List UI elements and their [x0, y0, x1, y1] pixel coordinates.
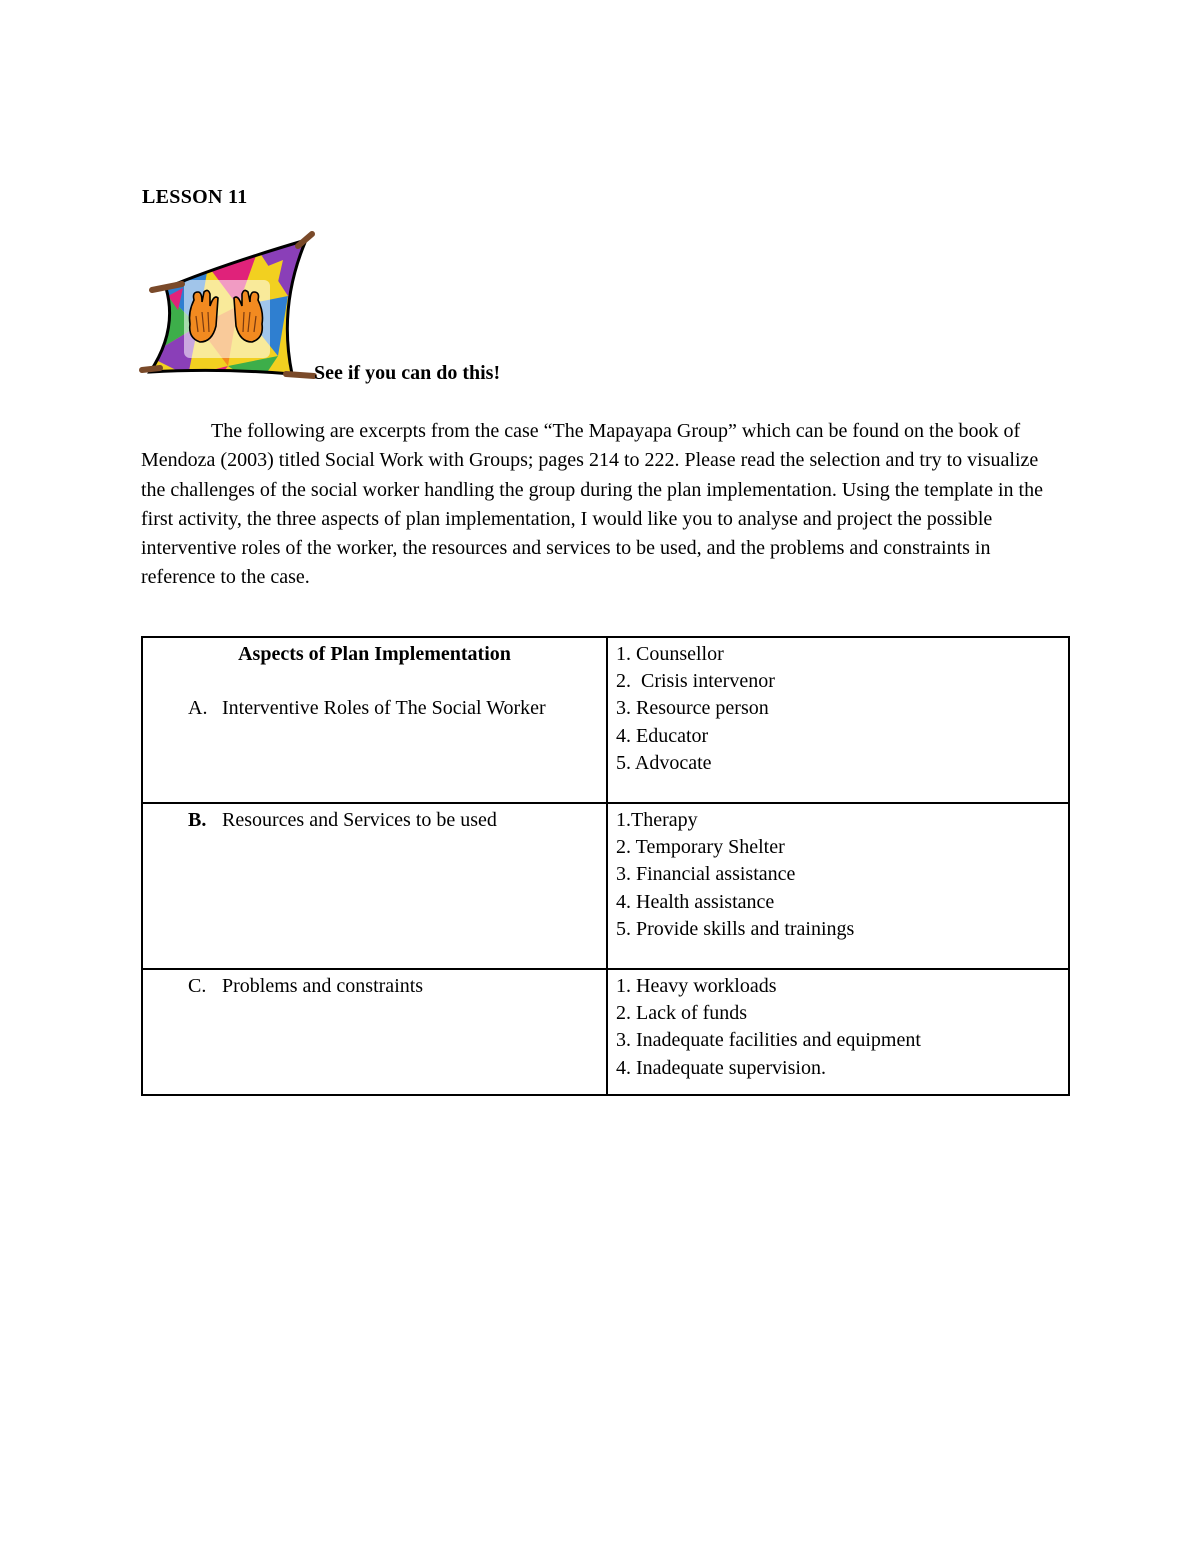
- list-item: 4. Educator: [616, 724, 709, 747]
- aspect-items-cell: [607, 969, 1069, 1095]
- lesson-title: LESSON 11: [142, 186, 248, 208]
- list-item: 3. Financial assistance: [616, 863, 796, 886]
- table-row: [142, 637, 1069, 803]
- intro-paragraph: [141, 417, 1061, 593]
- list-item: 1. Counsellor: [616, 643, 724, 665]
- list-item: 2. Crisis intervenor: [616, 670, 775, 693]
- table-row: [142, 969, 1069, 1095]
- aspect-items-cell: [607, 803, 1069, 969]
- list-item: 1.Therapy: [616, 809, 698, 831]
- activity-subtitle: See if you can do this!: [314, 362, 501, 384]
- aspect-label: [151, 695, 598, 722]
- aspect-label: [151, 807, 598, 834]
- aspect-cell: [142, 803, 607, 969]
- list-item: 4. Health assistance: [616, 890, 775, 913]
- intro-text: The following are excerpts from the case “The Mapayapa Group” which can be found on the book of Mendoza (2003) titled Social Work with Groups; pages 214 to 222. Please read the selection and try to visualize the challenges of the social worker handling the group during the plan implementation. Using the template in the first activity, the three aspects of plan implementation, I would like you to analyse and project the possible interventive roles of the worker, the resources and services to be used, and the problems and constraints in reference to the case.: [141, 420, 1043, 589]
- aspect-text: Problems and constraints: [222, 975, 424, 997]
- aspect-items-cell: [607, 637, 1069, 803]
- list-item: 2. Lack of funds: [616, 1002, 748, 1025]
- list-item: 1. Heavy workloads: [616, 975, 777, 997]
- aspect-letter: A.: [188, 697, 208, 720]
- list-item: 3. Resource person: [616, 697, 769, 720]
- column-header: Aspects of Plan Implementation: [238, 643, 511, 665]
- table-row: [142, 803, 1069, 969]
- list-item: 5. Advocate: [616, 751, 712, 774]
- open-hands-carpet-icon: [138, 226, 318, 388]
- list-item: 2. Temporary Shelter: [616, 836, 785, 859]
- list-item: 4. Inadequate supervision.: [616, 1056, 826, 1079]
- aspect-text: Resources and Services to be used: [222, 809, 497, 831]
- aspect-letter: C.: [188, 975, 207, 997]
- aspect-label: [151, 973, 598, 1000]
- aspect-cell: [142, 637, 607, 803]
- aspect-cell: [142, 969, 607, 1095]
- aspects-table: [141, 636, 1070, 1096]
- aspect-letter: B.: [188, 809, 207, 831]
- list-item: 5. Provide skills and trainings: [616, 917, 855, 940]
- list-item: 3. Inadequate facilities and equipment: [616, 1029, 921, 1052]
- aspect-text: Interventive Roles of The Social Worker: [222, 697, 546, 720]
